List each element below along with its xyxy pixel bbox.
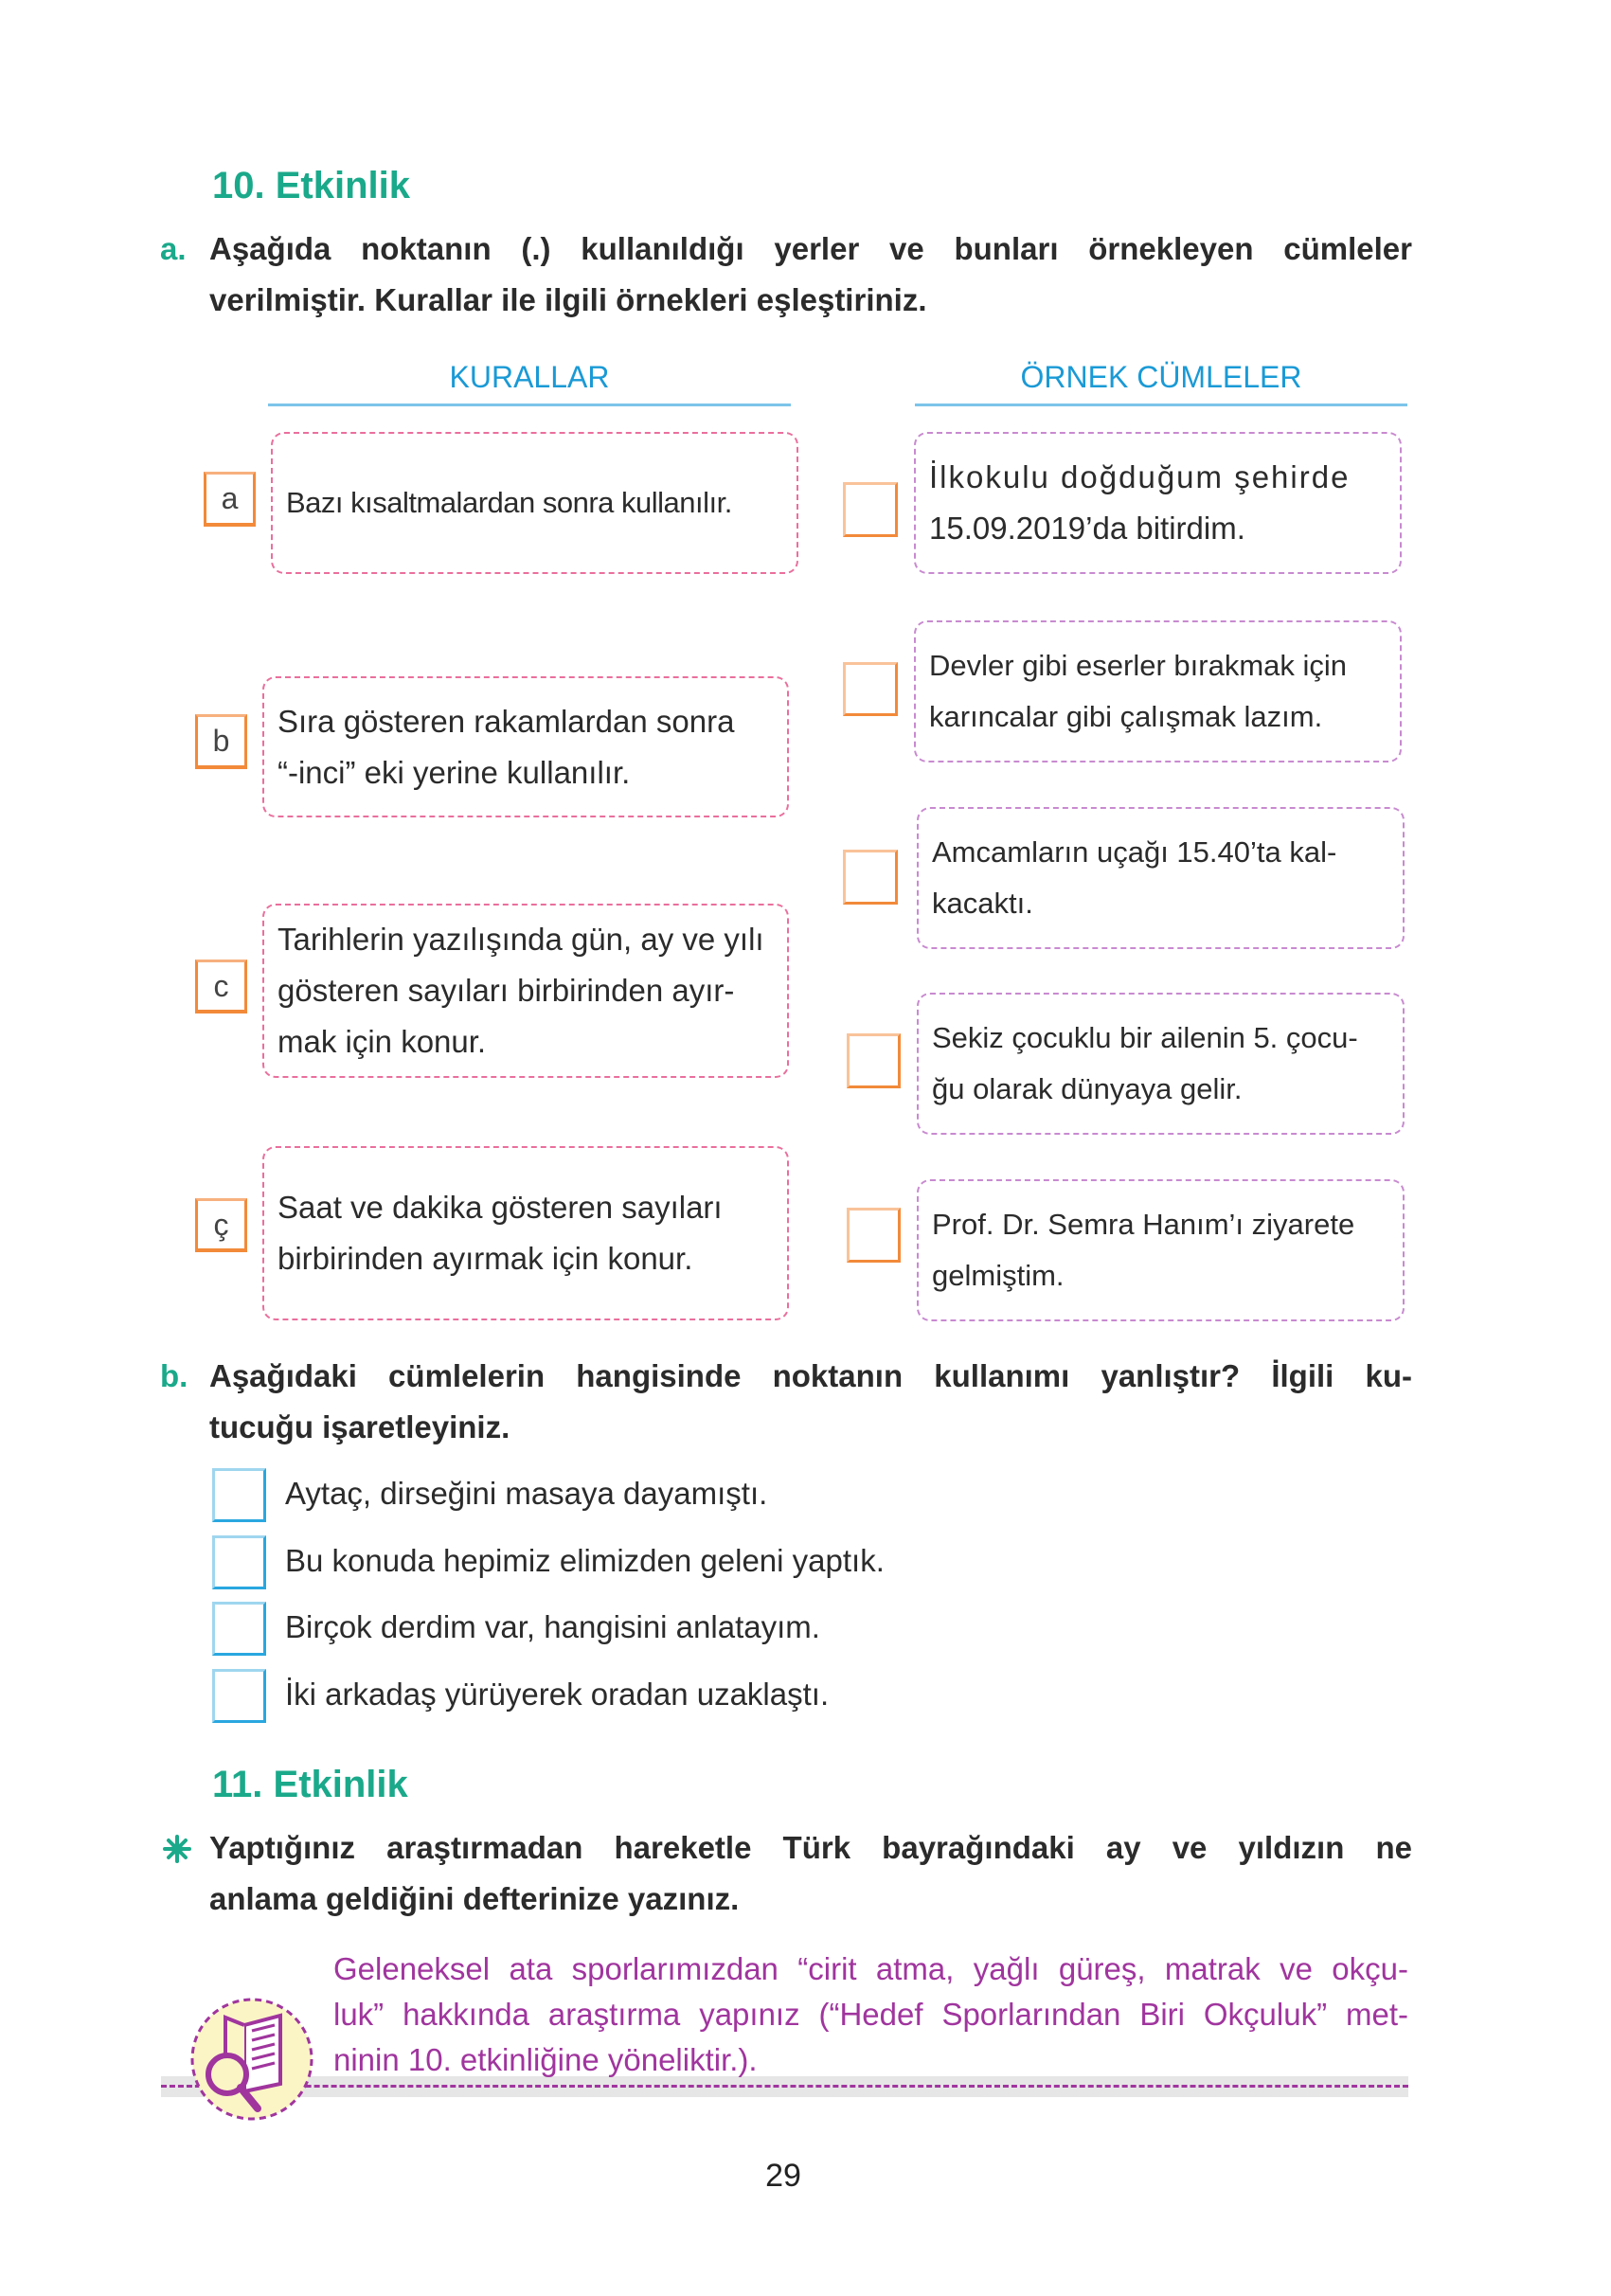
example-text: kacaktı. [932, 887, 1033, 920]
rule-text: Sıra gösteren rakamlardan sonra [277, 703, 735, 739]
note-line: luk” hakkında araştırma yapınız (“Hedef Sporlarından Biri Okçuluk” met- [333, 1997, 1408, 2032]
rule-label-b: b [195, 714, 247, 769]
rule-label-c-cedilla: ç [195, 1198, 247, 1252]
book-magnifier-icon [189, 1997, 314, 2122]
example-box [914, 620, 1402, 762]
example-text: ğu olarak dünyaya gelir. [932, 1072, 1243, 1105]
question-line: Aşağıda noktanın (.) kullanıldığı yerler ve bunları örnekleyen cümleler [209, 231, 1412, 266]
rules-column-header: KURALLAR [449, 360, 610, 394]
example-box [914, 432, 1402, 574]
option-text: Birçok derdim var, hangisini anlatayım. [285, 1609, 820, 1644]
match-answer-box[interactable] [847, 1208, 901, 1263]
question-line: verilmiştir. Kurallar ile ilgili örnekleri eşleştiriniz. [209, 282, 927, 317]
note-line: Geleneksel ata sporlarımızdan “cirit atma, yağlı güreş, matrak ve okçu- [333, 1951, 1408, 1986]
star-burst-icon [163, 1835, 191, 1863]
example-text: Devler gibi eserler bırakmak için [929, 649, 1348, 682]
example-box [917, 993, 1405, 1135]
part-b-letter: b. [160, 1358, 188, 1393]
match-answer-box[interactable] [847, 1033, 901, 1088]
example-text: Amcamların uçağı 15.40’ta kal- [932, 835, 1337, 869]
option-checkbox[interactable] [212, 1602, 266, 1656]
activity-11-question [209, 1822, 1412, 1925]
example-text: 15.09.2019’da bitirdim. [929, 511, 1245, 546]
example-box [917, 1179, 1405, 1321]
rule-text: Saat ve dakika gösteren sayıları [277, 1190, 723, 1225]
activity-11-title: 11. Etkinlik [212, 1764, 408, 1805]
rule-text: birbirinden ayırmak için konur. [277, 1241, 693, 1276]
match-answer-box[interactable] [843, 662, 898, 716]
question-line: tucuğu işaretleyiniz. [209, 1409, 510, 1444]
page-number: 29 [765, 2158, 801, 2194]
example-text: Sekiz çocuklu bir ailenin 5. çocu- [932, 1021, 1358, 1054]
rule-box-c [262, 904, 789, 1078]
rule-box-c-cedilla [262, 1146, 789, 1320]
rule-label-c: c [195, 960, 247, 1013]
part-b-question [160, 1351, 1412, 1453]
examples-column-header: ÖRNEK CÜMLELER [1020, 360, 1302, 394]
rule-box-a [271, 432, 798, 574]
rule-text: Tarihlerin yazılışında gün, ay ve yılı [277, 922, 764, 957]
rule-label-a: a [204, 472, 256, 527]
example-box [917, 807, 1405, 949]
question-line: anlama geldiğini defterinize yazınız. [209, 1881, 740, 1916]
part-a-question [160, 224, 1412, 326]
question-line: Aşağıdaki cümlelerin hangisinde noktanın kullanımı yanlıştır? İlgili ku- [209, 1358, 1412, 1393]
rule-text: mak için konur. [277, 1024, 487, 1059]
example-text: karıncalar gibi çalışmak lazım. [929, 700, 1323, 733]
part-a-letter: a. [160, 231, 187, 266]
question-line: Yaptığınız araştırmadan hareketle Türk bayrağındaki ay ve yıldızın ne [209, 1830, 1412, 1865]
option-text: Bu konuda hepimiz elimizden geleni yaptık. [285, 1543, 885, 1578]
rule-text: “-inci” eki yerine kullanılır. [277, 754, 631, 790]
example-text: İlkokulu doğduğum şehirde [929, 459, 1351, 494]
note-line: ninin 10. etkinliğine yöneliktir.). [333, 2042, 758, 2077]
option-checkbox[interactable] [212, 1669, 266, 1723]
note-divider-dashed-line [161, 2085, 1408, 2088]
match-answer-box[interactable] [843, 482, 898, 537]
rules-header-line [268, 404, 791, 406]
example-text: gelmiştim. [932, 1259, 1065, 1292]
rule-text: gösteren sayıları birbirinden ayır- [277, 973, 735, 1008]
research-note [333, 1946, 1408, 2083]
activity-10-title: 10. Etkinlik [212, 165, 410, 206]
rule-box-b [262, 676, 789, 817]
match-answer-box[interactable] [843, 850, 898, 905]
examples-header-line [915, 404, 1407, 406]
option-text: Aytaç, dirseğini masaya dayamıştı. [285, 1476, 768, 1511]
option-text: İki arkadaş yürüyerek oradan uzaklaştı. [285, 1677, 830, 1712]
option-checkbox[interactable] [212, 1535, 266, 1589]
rule-text: Bazı kısaltmalardan sonra kullanılır. [286, 486, 732, 519]
example-text: Prof. Dr. Semra Hanım’ı ziyarete [932, 1208, 1355, 1241]
option-checkbox[interactable] [212, 1468, 266, 1522]
